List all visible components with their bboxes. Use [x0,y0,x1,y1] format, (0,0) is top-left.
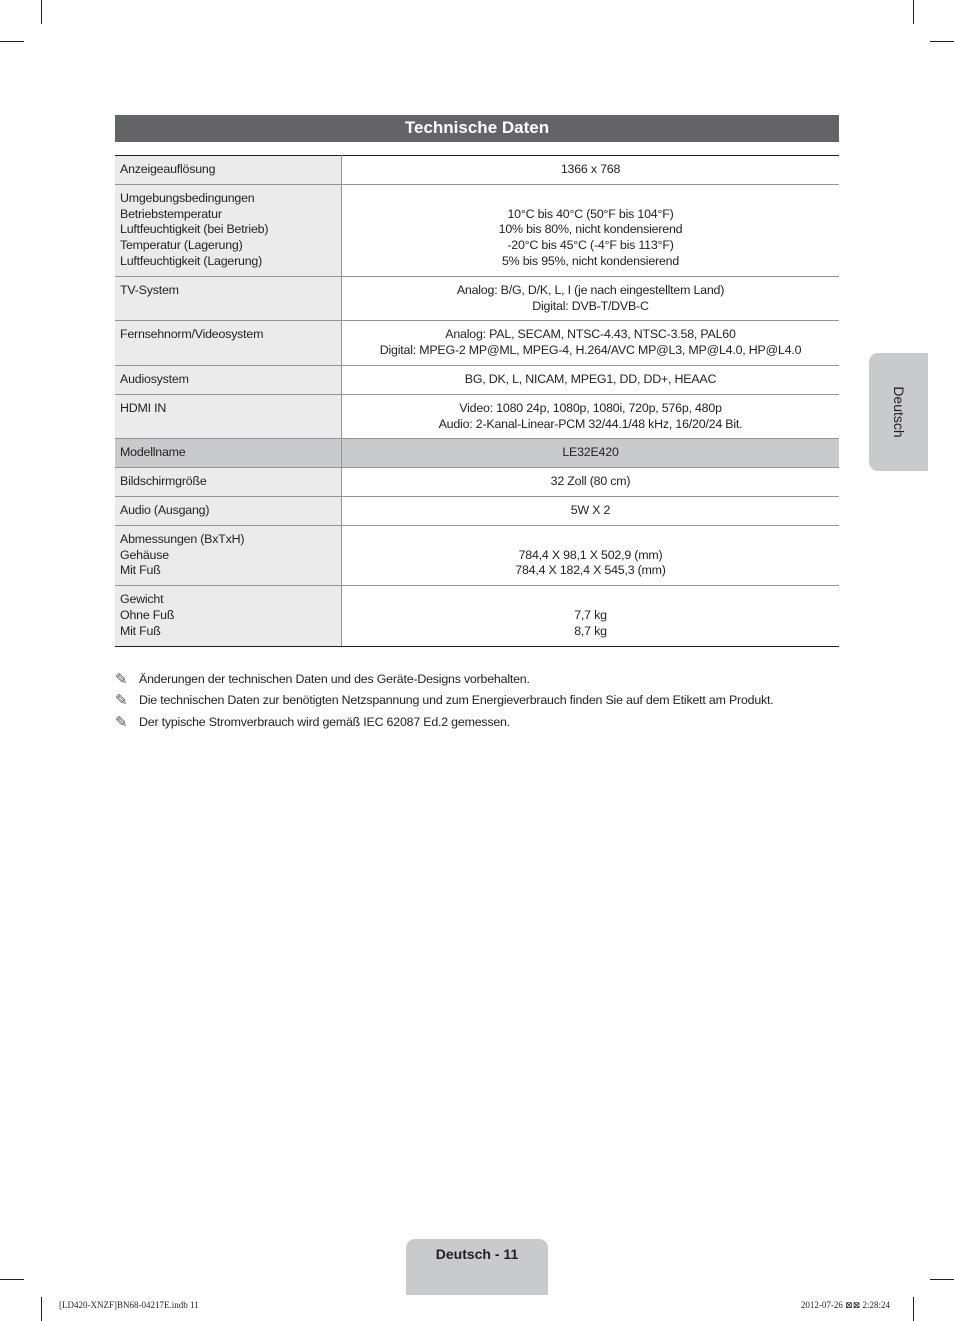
spec-row [115,184,839,276]
note-text: Der typische Stromverbrauch wird gemäß IEC 62087 Ed.2 gemessen. [139,714,510,729]
spec-label: Modellname [120,445,186,460]
spec-label: Mit Fuß [120,623,161,638]
spec-value: 1366 x 768 [560,162,621,176]
spec-label: Ohne Fuß [120,607,175,622]
spec-label: Gehäuse [120,547,169,562]
spec-row [115,394,839,439]
crop-mark [0,41,24,42]
spec-label: Anzeigeauflösung [120,162,216,176]
spec-value: 784,4 X 182,4 X 545,3 (mm) [515,563,666,578]
spec-label: Luftfeuchtigkeit (Lagerung) [120,253,263,268]
spec-label: Umgebungsbedingungen [120,190,255,205]
spec-value: Analog: PAL, SECAM, NTSC-4.43, NTSC-3.58, PAL60 [445,327,736,342]
spec-label: Audio (Ausgang) [120,502,210,517]
spec-value: 7,7 kg [574,607,607,622]
spec-label-cell [115,586,342,646]
spec-value-cell [342,586,840,646]
spec-label-cell [115,276,342,321]
spec-value: Analog: B/G, D/K, L, I (je nach eingestelltem Land) [456,282,725,297]
spec-label: Betriebstemperatur [120,206,222,221]
spec-label-cell [115,156,342,185]
spec-label: Abmessungen (BxTxH) [120,531,245,546]
spec-row [115,276,839,321]
spec-value: Audio: 2-Kanal-Linear-PCM 32/44.1/48 kHz, 16/20/24 Bit. [438,416,743,431]
spec-label-cell [115,365,342,394]
spec-table [115,155,839,647]
spec-value [347,532,834,548]
page-number: Deutsch - 11 [435,1246,519,1262]
footer-timestamp: 2012-07-26 ⊠⊠ 2:28:24 [800,1300,890,1310]
spec-value-cell [342,365,840,394]
crop-mark [930,1279,954,1280]
spec-label-cell [115,321,342,366]
spec-value-cell [342,276,840,321]
spec-value [347,592,834,608]
spec-label: Fernsehnorm/Videosystem [120,327,264,342]
language-tab [869,353,928,471]
spec-value-cell [342,184,840,276]
spec-row [115,468,839,497]
note-item [115,690,839,712]
spec-label: Temperatur (Lagerung) [120,238,243,253]
spec-value: 5% bis 95%, nicht kondensierend [501,253,680,268]
spec-label: Mit Fuß [120,563,161,578]
spec-value-cell [342,321,840,366]
spec-value [347,191,834,207]
spec-value: 10% bis 80%, nicht kondensierend [498,222,683,237]
page-number-tab [406,1239,548,1295]
crop-mark [0,1279,24,1280]
spec-row [115,586,839,646]
spec-row [115,365,839,394]
note-text: Die technischen Daten zur benötigten Netzspannung und zum Energieverbrauch finden Sie auf dem Etikett am Produkt. [139,693,774,708]
crop-mark [913,1297,914,1321]
spec-value: Digital: MPEG-2 MP@ML, MPEG-4, H.264/AVC MP@L3, MP@L4.0, HP@L4.0 [379,343,802,358]
spec-value: -20°C bis 45°C (-4°F bis 113°F) [507,238,674,253]
page-title: Technische Daten [115,115,839,142]
spec-value-cell [342,468,840,497]
spec-label-cell [115,468,342,497]
spec-value-cell [342,439,840,468]
spec-label: Gewicht [120,592,164,607]
spec-label: Bildschirmgröße [120,474,207,489]
crop-mark [41,0,42,24]
spec-row [115,496,839,525]
spec-label-cell [115,439,342,468]
spec-value-cell [342,156,840,185]
note-item [115,711,839,733]
language-tab-label: Deutsch [890,386,907,438]
crop-mark [913,0,914,24]
note-item [115,668,839,690]
spec-value-cell [342,525,840,585]
spec-value: 5W X 2 [570,502,611,517]
spec-label: HDMI IN [120,400,167,415]
spec-row [115,321,839,366]
spec-row [115,525,839,585]
pencil-icon: ✎ [115,713,128,731]
spec-value: Digital: DVB-T/DVB-C [532,298,649,313]
spec-value-cell [342,496,840,525]
spec-label-cell [115,496,342,525]
spec-value: Video: 1080 24p, 1080p, 1080i, 720p, 576p, 480p [459,400,722,415]
spec-label: Audiosystem [120,371,189,386]
pencil-icon: ✎ [115,670,128,688]
spec-label-cell [115,184,342,276]
spec-row [115,439,839,468]
spec-value: 32 Zoll (80 cm) [550,474,631,489]
spec-value: 10°C bis 40°C (50°F bis 104°F) [507,206,674,221]
spec-label-cell [115,525,342,585]
note-text: Änderungen der technischen Daten und des Geräte-Designs vorbehalten. [139,671,530,686]
spec-value-cell [342,394,840,439]
spec-value: LE32E420 [562,445,619,460]
crop-mark [930,41,954,42]
notes-list [115,668,839,733]
spec-value: BG, DK, L, NICAM, MPEG1, DD, DD+, HEAAC [464,371,717,386]
spec-value: 8,7 kg [574,623,607,638]
footer-file-info: [LD420-XNZF]BN68-04217E.indb 11 [59,1300,199,1310]
spec-row [115,156,839,185]
spec-value: 784,4 X 98,1 X 502,9 (mm) [518,547,663,562]
crop-mark [41,1297,42,1321]
pencil-icon: ✎ [115,692,128,710]
spec-label: TV-System [120,282,179,297]
spec-label: Luftfeuchtigkeit (bei Betrieb) [120,222,269,237]
spec-label-cell [115,394,342,439]
